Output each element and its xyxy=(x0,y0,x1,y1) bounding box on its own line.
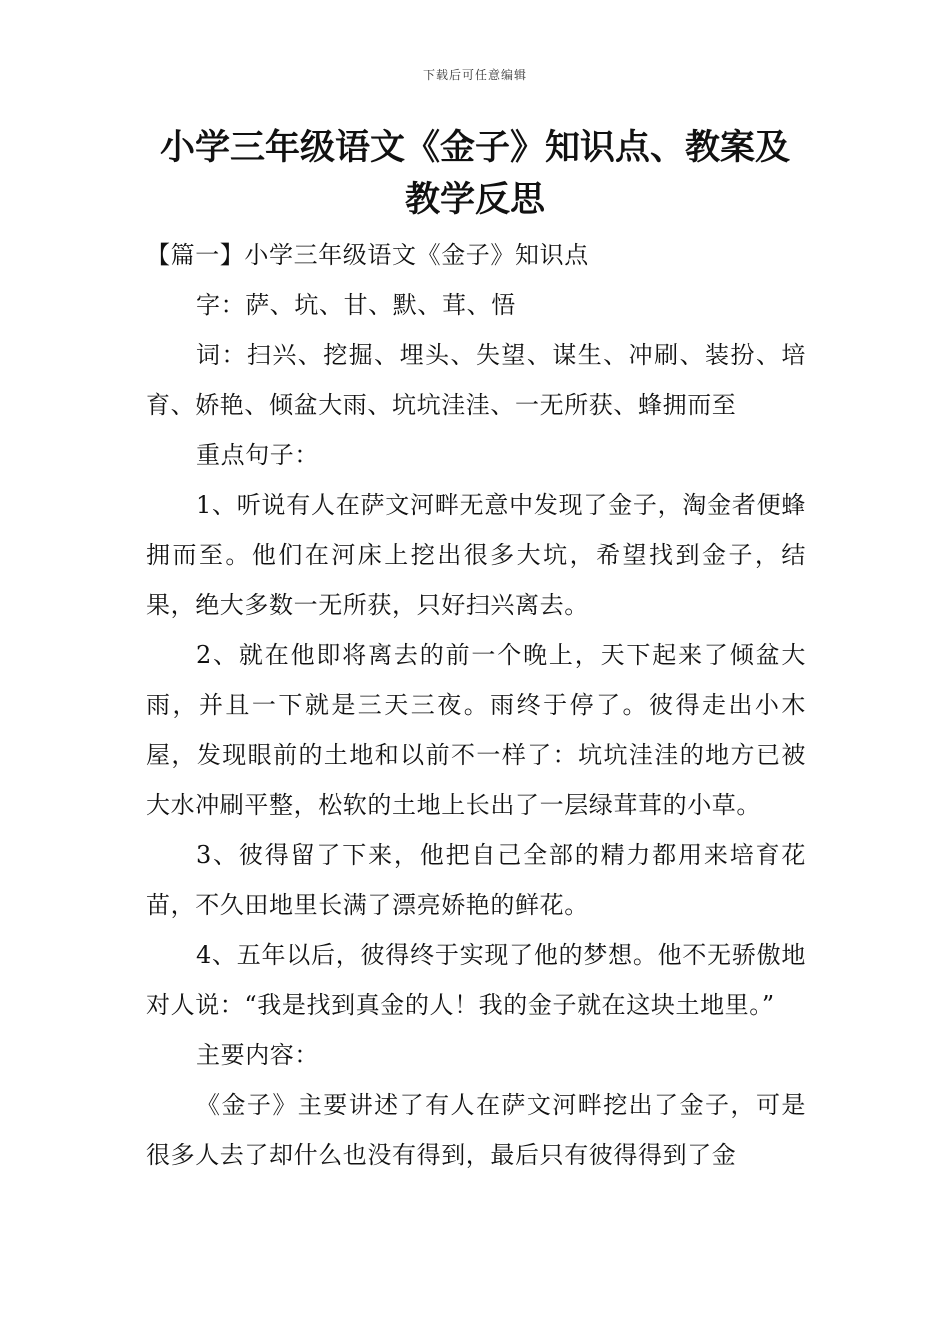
words-paragraph: 词：扫兴、挖掘、埋头、失望、谋生、冲刷、装扮、培育、娇艳、倾盆大雨、坑坑洼洼、一无所获、蜂拥而至 xyxy=(146,341,806,419)
document-body xyxy=(146,230,806,1180)
section-heading: 【篇一】小学三年级语文《金子》知识点 xyxy=(146,241,589,269)
title-line-2: 教学反思 xyxy=(404,180,545,220)
key-sentence-3: 3、彼得留了下来，他把自己全部的精力都用来培育花苗，不久田地里长满了漂亮娇艳的鲜花。 xyxy=(146,841,806,919)
title-line-1: 小学三年级语文《金子》知识点、教案及 xyxy=(159,128,790,168)
key-sentence-1: 1、听说有人在萨文河畔无意中发现了金子，淘金者便蜂拥而至。他们在河床上挖出很多大坑，希望找到金子，结果，绝大多数一无所获，只好扫兴离去。 xyxy=(146,491,806,619)
document-title xyxy=(120,122,830,226)
header-note: 下载后可任意编辑 xyxy=(422,68,527,82)
characters-line: 字：萨、坑、甘、默、茸、悟 xyxy=(196,291,516,319)
key-sentence-2: 2、就在他即将离去的前一个晚上，天下起来了倾盆大雨，并且一下就是三天三夜。雨终于停了。彼得走出小木屋，发现眼前的土地和以前不一样了：坑坑洼洼的地方已被大水冲刷平整，松软的土地上长出了一层绿茸茸的小草。 xyxy=(146,641,806,819)
main-content-paragraph: 《金子》主要讲述了有人在萨文河畔挖出了金子，可是很多人去了却什么也没有得到，最后只有彼得得到了金 xyxy=(146,1091,806,1169)
key-sentence-4: 4、五年以后，彼得终于实现了他的梦想。他不无骄傲地对人说：“我是找到真金的人！我的金子就在这块土地里。” xyxy=(146,941,806,1019)
key-sentences-label: 重点句子： xyxy=(196,441,319,469)
main-content-label: 主要内容： xyxy=(196,1041,319,1069)
